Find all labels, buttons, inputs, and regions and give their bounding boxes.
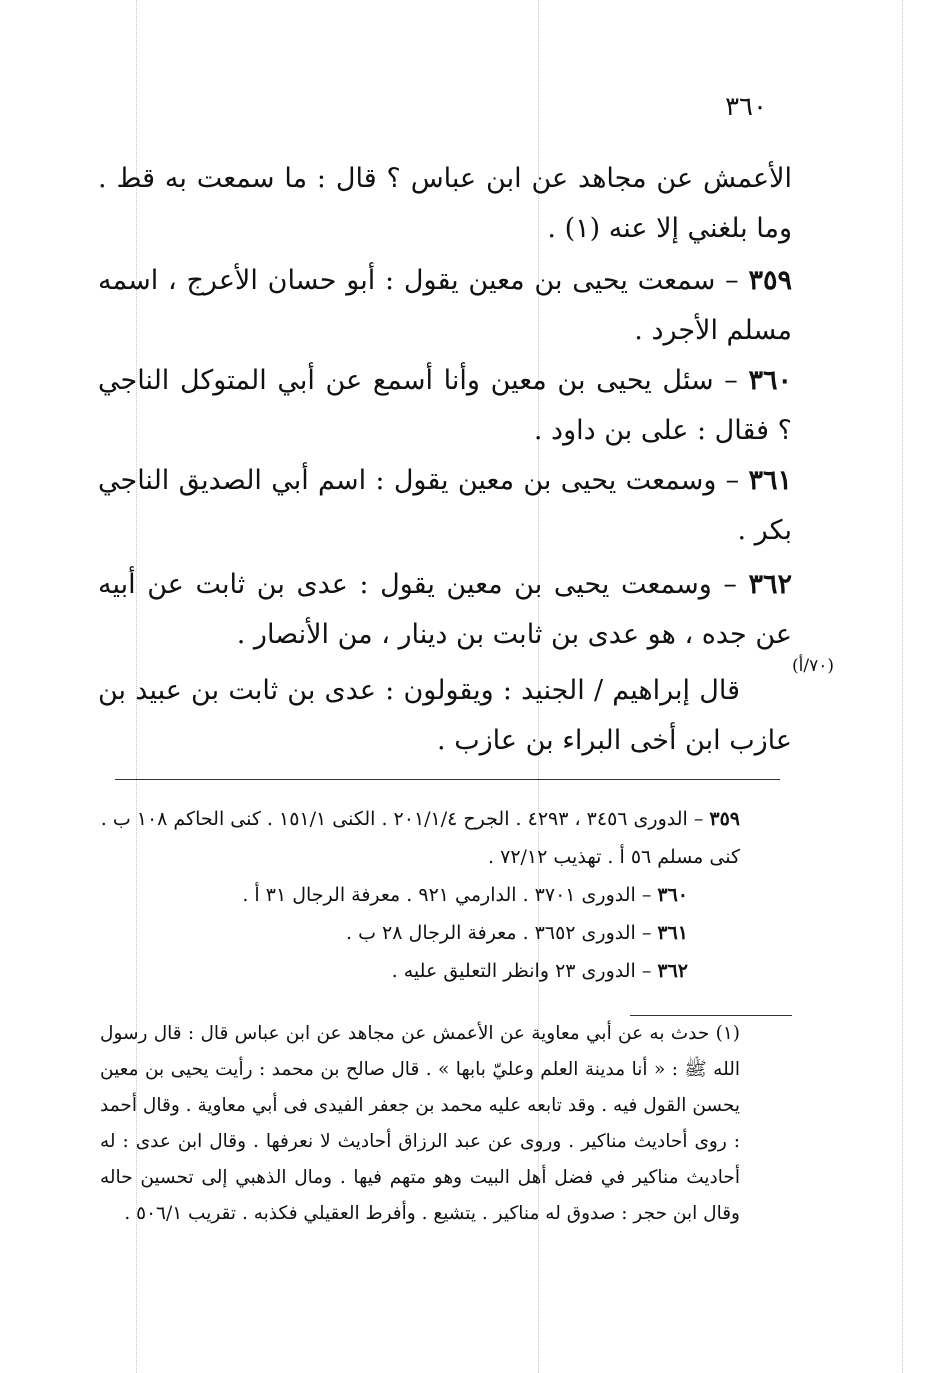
entry-361 — [98, 456, 792, 556]
footnote-text: (١) حدث به عن أبي معاوية عن الأعمش عن مجاهد عن ابن عباس قال : قال رسول الله ﷺ : « أنا مدينة العلم وعليّ بابها » . قال صالح بن محمد : رأيت يحيى بن معين يحسن القول فيه . وقد تابعه عليه محمد بن جعفر الفيدى فى أبي معاوية . وقال أحمد : روى أحاديث مناكير . وروى عن عبد الرزاق أحاديث لا نعرفها . وقال ابن عدى : له أحاديث مناكير في فضل أهل البيت وهو متهم فيها . ومال الذهبي إلى تحسين حاله وقال ابن حجر : صدوق له مناكير . يتشيع . وأفرط العقيلي فكذبه . تقريب ٥٠٦/١ . — [100, 1023, 740, 1224]
main-text — [98, 154, 792, 254]
entry-360 — [98, 356, 792, 456]
entry-number: ٣٦٢ — [748, 569, 792, 600]
reference-text: – الدورى ٣٤٥٦ ، ٤٢٩٣ . الجرح ٢٠١/١/٤ . الكنى ١٥١/١ . كنى الحاكم ١٠٨ ب . كنى مسلم ٥٦ أ . تهذيب ٧٢/١٢ . — [100, 808, 740, 868]
page-number: ٣٦٠ — [725, 92, 767, 122]
margin-folio-note: (٧٠/أ) — [792, 656, 834, 676]
references-separator — [115, 779, 780, 780]
entry-text: – وسمعت يحيى بن معين يقول : عدى بن ثابت عن أبيه عن جده ، هو عدى بن ثابت بن دينار ، من الأنصار . — [98, 569, 792, 650]
entry-text: – سئل يحيى بن معين وأنا أسمع عن أبي المتوكل الناجي ؟ فقال : على بن داود . — [98, 365, 792, 446]
reference-text: – الدورى ٣٧٠١ . الدارمي ٩٢١ . معرفة الرجال ٣١ أ . — [242, 884, 652, 906]
paragraph-text: قال إبراهيم / الجنيد : ويقولون : عدى بن ثابت بن عبيد بن عازب ابن أخى البراء بن عازب . — [98, 675, 792, 756]
references-block — [100, 800, 740, 990]
reference-text: – الدورى ٢٣ وانظر التعليق عليه . — [391, 960, 652, 982]
reference-item — [100, 876, 740, 914]
reference-number: ٣٦١ — [657, 922, 688, 944]
footnote-block — [100, 1016, 740, 1232]
reference-number: ٣٥٩ — [709, 808, 740, 830]
entry-362 — [98, 560, 792, 660]
reference-item — [100, 914, 740, 952]
reference-item — [100, 800, 740, 876]
reference-text: – الدورى ٣٦٥٢ . معرفة الرجال ٢٨ ب . — [346, 922, 652, 944]
entry-number: ٣٦١ — [748, 465, 792, 496]
entry-number: ٣٦٠ — [748, 365, 792, 396]
paragraph-junayd — [98, 666, 792, 766]
entry-359 — [98, 256, 792, 356]
reference-number: ٣٦٢ — [657, 960, 688, 982]
entry-text: – وسمعت يحيى بن معين يقول : اسم أبي الصديق الناجي بكر . — [98, 465, 792, 546]
reference-item — [100, 952, 740, 990]
scan-artifact-line — [902, 0, 903, 1373]
reference-number: ٣٦٠ — [657, 884, 688, 906]
paragraph-continuation: الأعمش عن مجاهد عن ابن عباس ؟ قال : ما سمعت به قط . وما بلغني إلا عنه (١) . — [98, 163, 792, 244]
entry-number: ٣٥٩ — [748, 265, 792, 296]
entry-text: – سمعت يحيى بن معين يقول : أبو حسان الأعرج ، اسمه مسلم الأجرد . — [98, 265, 792, 346]
